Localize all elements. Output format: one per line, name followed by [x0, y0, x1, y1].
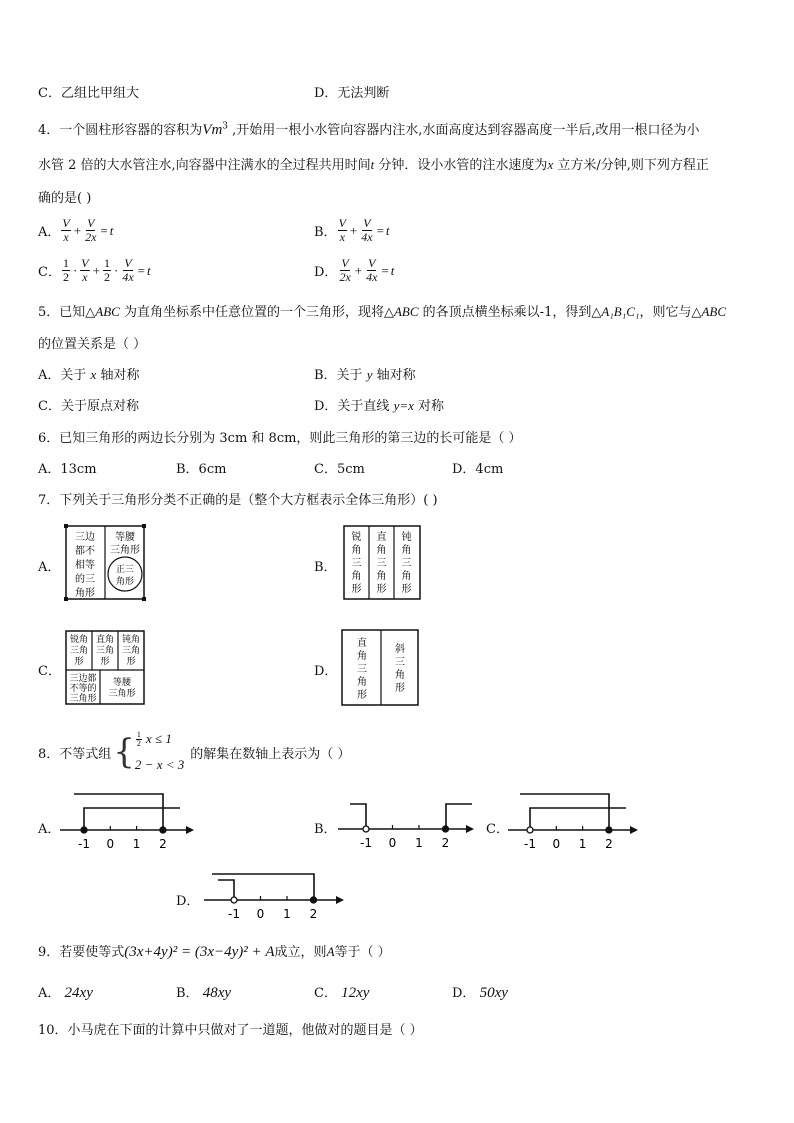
category-label: 形 — [401, 584, 412, 595]
oblique-triangle-label: 斜 — [395, 644, 405, 655]
category-label: 直 — [376, 532, 387, 543]
q7-option-c-label[interactable]: C． — [38, 664, 61, 679]
q4-stem-line3: 确的是( ) — [38, 191, 92, 206]
tick-label: 0 — [552, 837, 561, 851]
arrow-icon — [466, 825, 474, 833]
category-label: 角 — [401, 571, 412, 582]
solution-bracket — [520, 794, 609, 830]
q4-stem-line1: 4．一个圆柱形容器的容积为Vm$^3$ ,开始用一根小水管向容器内注水,水面高度达到容器高度一半后,改用一根口径为小 — [38, 121, 700, 138]
category-label: 角 — [351, 571, 362, 582]
equilateral-label: 角形 — [115, 577, 135, 587]
isosceles-label: 三角形 — [110, 545, 140, 556]
tick-label: -1 — [228, 907, 240, 921]
category-label: 形 — [351, 584, 362, 595]
scalene-label: 三边都 — [69, 674, 97, 684]
tick-label: -1 — [78, 837, 90, 851]
category-label: 角 — [351, 545, 362, 556]
category-label: 钝 — [401, 532, 412, 543]
tick-label: 1 — [415, 836, 423, 850]
q3-option-d: D．无法判断 — [314, 86, 390, 101]
closed-dot — [311, 897, 317, 903]
q5-option-b[interactable]: B．关于 y 轴对称 — [314, 367, 416, 383]
oblique-triangle-label: 三 — [395, 657, 405, 668]
q8-option-c-label[interactable]: C． — [486, 822, 509, 837]
category-label: 锐 — [351, 532, 362, 543]
q7-option-a-diagram[interactable] — [64, 524, 146, 602]
q4-option-d[interactable]: D． $\frac{V}{2x}$ + $\frac{V}{4x}$ = t — [314, 256, 395, 284]
oblique-triangle-label: 角 — [395, 670, 405, 681]
closed-dot — [160, 827, 166, 833]
solution-bracket — [84, 808, 180, 830]
category-label: 三角 — [95, 646, 115, 656]
isosceles-label: 等腰 — [115, 532, 135, 543]
q6-option-a[interactable]: A．13cm — [38, 462, 97, 477]
right-triangle-label: 直 — [357, 638, 367, 649]
tick-label: 1 — [132, 837, 141, 851]
q7-option-d-label[interactable]: D． — [314, 664, 338, 679]
category-label: 三 — [351, 558, 362, 569]
q8-option-d-numberline[interactable] — [202, 866, 352, 924]
category-label: 角 — [376, 571, 387, 582]
q9-option-a[interactable]: A． 24xy — [38, 985, 93, 1001]
q5-stem-line2: 的位置关系是（ ） — [38, 337, 147, 352]
category-label: 形 — [126, 657, 136, 667]
arrow-icon — [630, 826, 638, 834]
q8-option-b-label[interactable]: B． — [314, 822, 337, 837]
solution-bracket — [212, 874, 314, 900]
category-label: 锐角 — [69, 635, 89, 645]
q9-option-b[interactable]: B． 48xy — [176, 985, 232, 1001]
q8-option-a-numberline[interactable] — [58, 790, 198, 854]
q6-option-c[interactable]: C．5cm — [314, 462, 365, 477]
category-label: 三 — [376, 558, 387, 569]
q9-equation: (3x+4y)² = (3x−4y)² + A — [124, 944, 275, 960]
q8-option-a-label[interactable]: A． — [38, 822, 61, 837]
q6-option-d[interactable]: D．4cm — [452, 462, 504, 477]
tick-label: 2 — [309, 907, 318, 921]
closed-dot — [606, 827, 612, 833]
tick-label: -1 — [524, 837, 536, 851]
q3-option-c: C．乙组比甲组大 — [38, 86, 139, 101]
right-triangle-label: 角 — [357, 677, 367, 688]
category-label: 形 — [74, 657, 84, 667]
q7-option-c-diagram[interactable] — [64, 629, 146, 707]
scalene-label: 角形 — [75, 588, 95, 599]
tick-label: 2 — [159, 837, 167, 851]
q6-stem: 6．已知三角形的两边长分别为 3cm 和 8cm，则此三角形的第三边的长可能是（ ） — [38, 431, 522, 446]
solution-bracket — [530, 808, 626, 830]
scalene-label: 相等 — [75, 560, 95, 571]
open-dot — [231, 897, 237, 903]
solution-bracket — [446, 804, 472, 829]
q4-option-b[interactable]: B． $\frac{V}{x}$ + $\frac{V}{4x}$ = t — [314, 216, 390, 244]
tick-label: 0 — [388, 836, 397, 850]
q10-stem: 10．小马虎在下面的计算中只做对了一道题，他做对的题目是（ ） — [38, 1023, 423, 1038]
scalene-label: 三边 — [75, 532, 95, 543]
solution-bracket — [350, 804, 366, 829]
q9-stem: 9．若要使等式(3x+4y)² = (3x−4y)² + A成立，则A等于（ ） — [38, 944, 391, 960]
scalene-label: 的三 — [75, 574, 95, 585]
solution-bracket — [218, 880, 234, 900]
right-triangle-label: 形 — [357, 690, 367, 701]
solution-bracket — [74, 794, 163, 830]
tick-label: -1 — [360, 836, 372, 850]
q9-option-d[interactable]: D． 50xy — [452, 985, 508, 1001]
q7-option-b-label[interactable]: B． — [314, 560, 337, 575]
tick-label: 0 — [256, 907, 265, 921]
oblique-triangle-label: 形 — [395, 683, 405, 694]
scalene-label: 三角形 — [69, 694, 97, 704]
category-label: 角 — [376, 545, 387, 556]
closed-dot — [443, 826, 449, 832]
open-dot — [527, 827, 533, 833]
isosceles-label: 三角形 — [108, 689, 136, 699]
q4-option-a[interactable]: A． $\frac{V}{x}$ + $\frac{V}{2x}$ = t — [38, 216, 114, 244]
tick-label: 1 — [578, 837, 587, 851]
q7-option-b-diagram[interactable] — [342, 524, 422, 602]
scalene-label: 不等的 — [69, 684, 97, 694]
tick-label: 2 — [441, 836, 450, 850]
category-label: 三角 — [121, 646, 141, 656]
q4-stem-line2: 水管 2 倍的大水管注水,向容器中注满水的全过程共用时间t 分钟．设小水管的注水速度为x 立方米/分钟,则下列方程正 — [38, 157, 709, 173]
q7-option-a-label[interactable]: A． — [38, 560, 61, 575]
q6-option-b[interactable]: B．6cm — [176, 462, 227, 477]
category-label: 形 — [100, 657, 110, 667]
q8-option-d-label[interactable]: D． — [176, 894, 200, 909]
q8-option-c-numberline[interactable] — [506, 790, 646, 854]
tick-label: 0 — [106, 837, 115, 851]
tick-label: 1 — [283, 907, 291, 921]
category-label: 三角 — [69, 646, 89, 656]
arrow-icon — [186, 826, 194, 834]
tick-label: 2 — [605, 837, 613, 851]
category-label: 角 — [401, 545, 412, 556]
category-label: 形 — [376, 584, 387, 595]
equilateral-label: 正三 — [115, 565, 135, 575]
q5-option-a[interactable]: A．关于 x 轴对称 — [38, 367, 140, 383]
category-label: 三 — [401, 558, 412, 569]
right-triangle-label: 三 — [357, 664, 367, 675]
arrow-icon — [336, 896, 344, 904]
q4-option-c[interactable]: C． $\frac{1}{2}$ · $\frac{V}{x}$ + $\frac{1}{2}$ · $\frac{V}{4x}$ = t — [38, 256, 151, 284]
q8-stem: 8．不等式组 { $\frac{1}{2}$ x ≤ 1 2 − x < 3 的解集在数轴上表示为（ ） — [38, 729, 351, 772]
category-label: 直角 — [95, 635, 115, 645]
scalene-label: 都不 — [75, 546, 95, 557]
q5-option-d[interactable]: D．关于直线 y=x 对称 — [314, 398, 445, 414]
right-triangle-label: 角 — [357, 651, 367, 662]
q9-option-c[interactable]: C． 12xy — [314, 985, 370, 1001]
q7-stem: 7．下列关于三角形分类不正确的是（整个大方框表示全体三角形）( ) — [38, 493, 438, 508]
open-dot — [363, 826, 369, 832]
q5-stem-line1: 5．已知△ABC 为直角坐标系中任意位置的一个三角形，现将△ABC 的各顶点横坐标乘以-1，得到△A₁B₁C₁，则它与△ABC — [38, 304, 727, 320]
q5-option-c[interactable]: C．关于原点对称 — [38, 399, 139, 414]
q7-option-d-diagram[interactable] — [340, 628, 420, 708]
closed-dot — [81, 827, 87, 833]
isosceles-label: 等腰 — [112, 678, 132, 688]
q8-option-b-numberline[interactable] — [336, 795, 476, 853]
category-label: 钝角 — [121, 635, 141, 645]
